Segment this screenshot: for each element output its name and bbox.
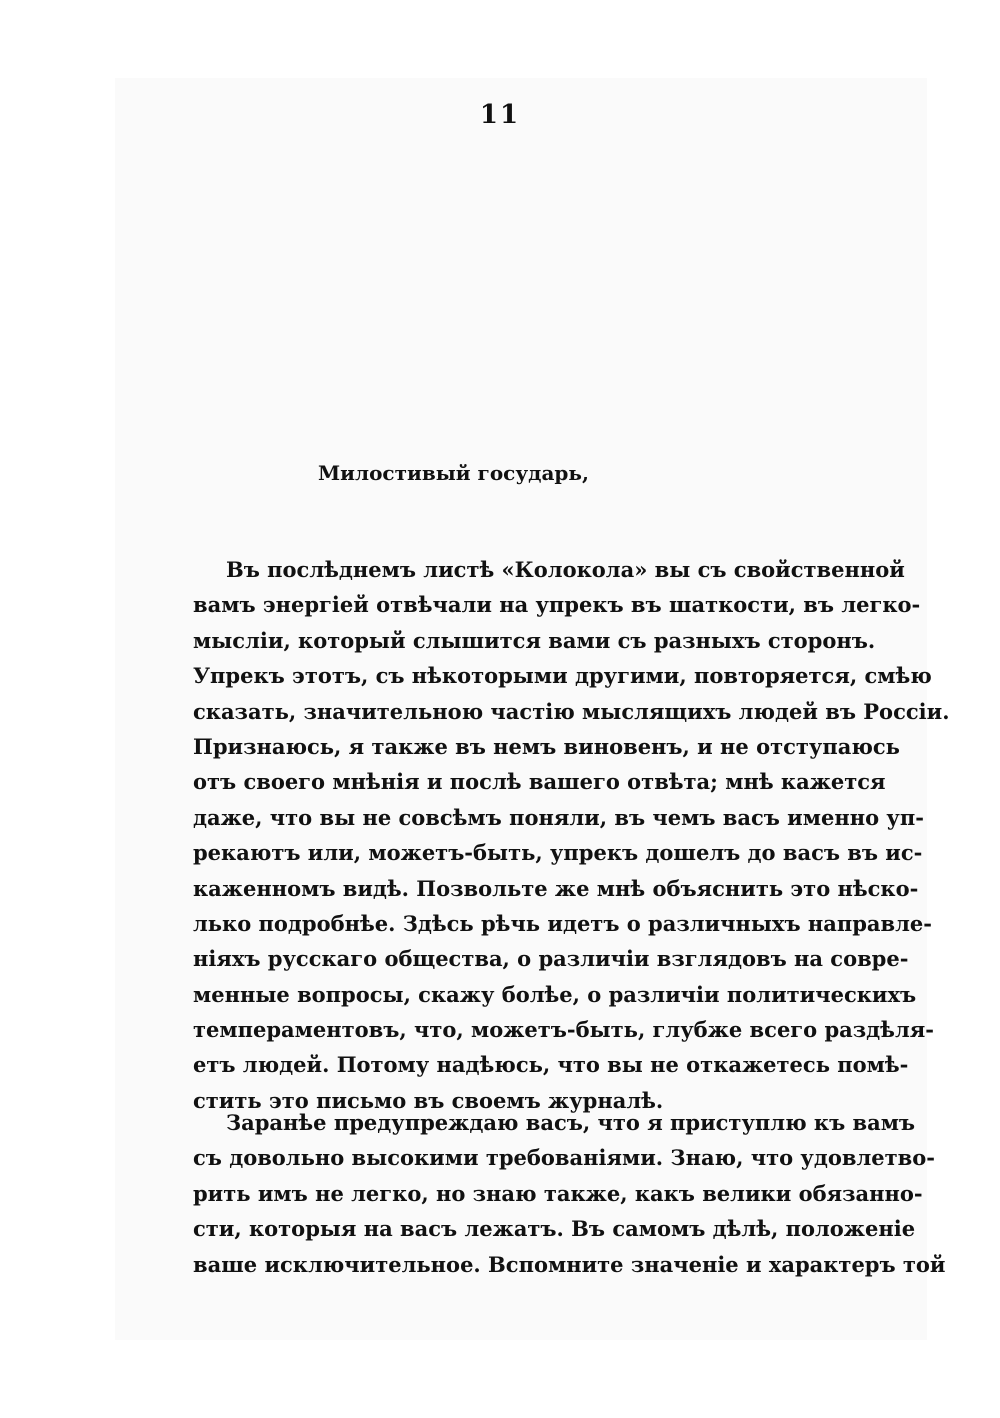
salutation: Милостивый государь, [318, 461, 589, 485]
text-line: ніяхъ русскаго общества, о различіи взглядовъ на совре- [193, 946, 909, 972]
text-line: етъ людей. Потому надѣюсь, что вы не откажетесь помѣ- [193, 1052, 909, 1078]
text-line: Упрекъ этотъ, съ нѣкоторыми другими, повторяется, смѣю [193, 663, 932, 689]
text-line: каженномъ видѣ. Позвольте же мнѣ объяснить это нѣско- [193, 875, 919, 901]
paragraph-1 [193, 552, 950, 1118]
text-line: ваше исключительное. Вспомните значеніе и характеръ той [193, 1251, 946, 1277]
text-line: стить это письмо въ своемъ журналѣ. [193, 1087, 664, 1113]
text-line: вамъ энергіей отвѣчали на упрекъ въ шаткости, въ легко- [193, 592, 921, 618]
text-line: менные вопросы, скажу болѣе, о различіи политическихъ [193, 981, 917, 1007]
text-line: рекаютъ или, можетъ-быть, упрекъ дошелъ до васъ въ ис- [193, 840, 923, 866]
text-line: сказать, значительною частію мыслящихъ людей въ Россіи. [193, 698, 950, 724]
text-line: Заранѣе предупреждаю васъ, что я приступлю къ вамъ [226, 1110, 916, 1135]
paragraph-2 [193, 1105, 946, 1282]
text-line: сти, которыя на васъ лежатъ. Въ самомъ дѣлѣ, положеніе [193, 1216, 916, 1242]
text-line: съ довольно высокими требованіями. Знаю, что удовлетво- [193, 1145, 935, 1171]
text-line: Въ послѣднемъ листѣ «Колокола» вы съ свойственной [226, 557, 905, 582]
text-line: даже, что вы не совсѣмъ поняли, въ чемъ васъ именно уп- [193, 804, 924, 830]
text-line: отъ своего мнѣнія и послѣ вашего отвѣта; мнѣ кажется [193, 769, 886, 795]
text-line: Признаюсь, я также въ немъ виновенъ, и не отступаюсь [193, 733, 900, 759]
text-line: рить имъ не легко, но знаю также, какъ велики обязанно- [193, 1180, 923, 1206]
page-number: 11 [479, 100, 521, 130]
text-line: лько подробнѣе. Здѣсь рѣчь идетъ о различныхъ направле- [193, 910, 932, 936]
text-line: темпераментовъ, что, можетъ-быть, глубже всего раздѣля- [193, 1017, 934, 1043]
text-line: мысліи, который слышится вами съ разныхъ сторонъ. [193, 627, 876, 653]
